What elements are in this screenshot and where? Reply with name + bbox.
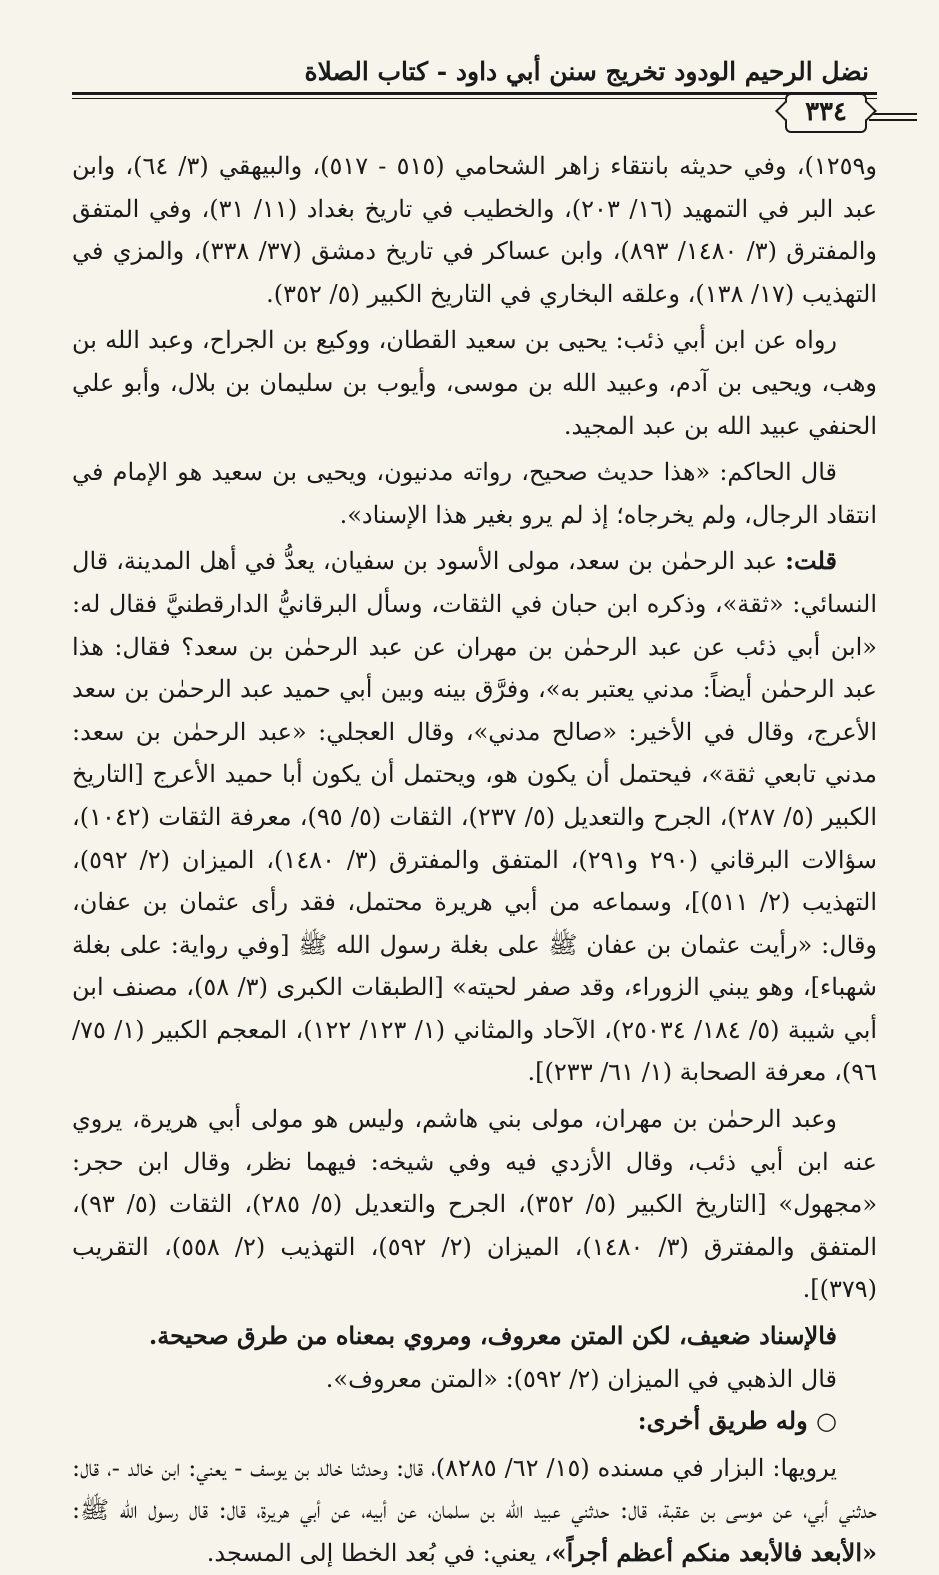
running-header-title: نضل الرحيم الودود تخريج سنن أبي داود - كتاب الصلاة <box>304 57 869 86</box>
page-number-ornament-lines <box>869 113 917 125</box>
page-number-row <box>72 99 877 145</box>
section-heading-another-route: ○ وله طريق أخرى: <box>637 1406 837 1436</box>
page-number: ٣٣٤ <box>785 93 867 133</box>
paragraph-citations: و١٢٥٩)، وفي حديثه بانتقاء زاهر الشحامي (٥١٥ - ٥١٧)، والبيهقي (٣/ ٦٤)، وابن عبد البر في التمهيد (١٦/ ٢٠٣)، والخطيب في تاريخ بغداد (١١/ ٣١)، وفي المتفق والمفترق (٣/ ١٤٨٠/ ٨٩٣)، وابن عساكر في تاريخ دمشق (٣٧/ ٣٣٨)، والمزي في التهذيب (١٧/ ١٣٨)، وعلقه البخاري في التاريخ الكبير (٥/ ٣٥٢). <box>72 152 878 308</box>
paragraph-dhahabi: قال الذهبي في الميزان (٢/ ٥٩٢): «المتن معروف». <box>325 1364 837 1393</box>
paragraph-ibn-mihran: وعبد الرحمٰن بن مهران، مولى بني هاشم، وليس هو مولى أبي هريرة، يروي عنه ابن أبي ذئب، وقال الأزدي فيه وفي شيخه: فيهما نظر، وقال ابن حجر: «مجهول» [التاريخ الكبير (٥/ ٣٥٢)، الجرح والتعديل (٥/ ٢٨٥)، الثقات (٥/ ٩٣)، المتفق والمفترق (٣/ ١٤٨٠)، الميزان (٢/ ٥٩٢)، التهذيب (٢/ ٥٥٨)، التقريب (٣٧٩)]. <box>72 1105 878 1304</box>
paragraph-bazzar <box>72 1447 877 1575</box>
bazzar-text: يرويها: البزار في مسنده (١٥/ ٦٢/ ٨٢٨٥)، قال: وحدثنا خالد بن يوسف - يعني: ابن خالد -، قال: حدثني أبي، عن موسى بن عقبة، قال: حدثني عبيد الله بن سلمان، عن أبيه، عن أبي هريرة، قال: قال رسول الله ﷺ: <box>72 1453 877 1525</box>
main-text <box>72 145 877 1575</box>
paragraph-narrators: رواه عن ابن أبي ذئب: يحيى بن سعيد القطان، ووكيع بن الجراح، وعبد الله بن وهب، ويحيى بن آدم، وعبيد الله بن موسى، وأيوب بن سليمان بن بلال، وأبو علي الحنفي عبيد الله بن عبد المجيد. <box>72 326 877 440</box>
paragraph-hakim: قال الحاكم: «هذا حديث صحيح، رواته مدنيون، ويحيى بن سعيد هو الإمام في انتقاد الرجال، ولم يخرجاه؛ إذ لم يرو بغير هذا الإسناد». <box>72 458 877 529</box>
qultu-lead: قلت: <box>785 546 837 576</box>
hadith-quote: «الأبعد فالأبعد منكم أعظم أجراً» <box>551 1538 877 1567</box>
bazzar-tail: ، يعني: في بُعد الخطا إلى المسجد. <box>206 1539 552 1567</box>
author-comment-text: عبد الرحمٰن بن سعد، مولى الأسود بن سفيان، يعدُّ في أهل المدينة، قال النسائي: «ثقة»، وذكره ابن حبان في الثقات، وسأل البرقانيُّ الدارقطنيَّ فقال له: «ابن أبي ذئب عن عبد الرحمٰن بن مهران عن عبد الرحمٰن بن سعد؟ فقال: هذا عبد الرحمٰن أيضاً: مدني يعتبر به»، وفرَّق بينه وبين أبي حميد عبد الرحمٰن بن سعد الأعرج، وقال في الأخير: «صالح مدني»، وقال العجلي: «عبد الرحمٰن بن سعد: مدني تابعي ثقة»، فيحتمل أن يكون هو، ويحتمل أن يكون أبا حميد الأعرج [التاريخ الكبير (٥/ ٢٨٧)، الجرح والتعديل (٥/ ٢٣٧)، الثقات (٥/ ٩٥)، معرفة الثقات (١٠٤٢)، سؤالات البرقاني (٢٩٠ و٢٩١)، المتفق والمفترق (٣/ ١٤٨٠)، الميزان (٢/ ٥٩٢)، التهذيب (٢/ ٥١١)]، وسماعه من أبي هريرة محتمل، فقد رأى عثمان بن عفان، وقال: «رأيت عثمان بن عفان ﷺ على بغلة رسول الله ﷺ [وفي رواية: على بغلة شهباء]، وهو يبني الزوراء، وقد صفر لحيته» [الطبقات الكبرى (٣/ ٥٨)، مصنف ابن أبي شيبة (٥/ ١٨٤/ ٢٥٠٣٤)، الآحاد والمثاني (١/ ١٢٣/ ١٢٢)، المعجم الكبير (١/ ٧٥/ ٩٦)، معرفة الصحابة (١/ ٦١/ ٢٣٣)]. <box>72 547 878 1087</box>
running-header <box>72 40 877 84</box>
header-rule-thick <box>72 92 877 95</box>
paragraph-author-comment <box>72 540 877 1094</box>
paragraph-verdict: فالإسناد ضعيف، لكن المتن معروف، ومروي بمعناه من طرق صحيحة. <box>148 1321 837 1351</box>
